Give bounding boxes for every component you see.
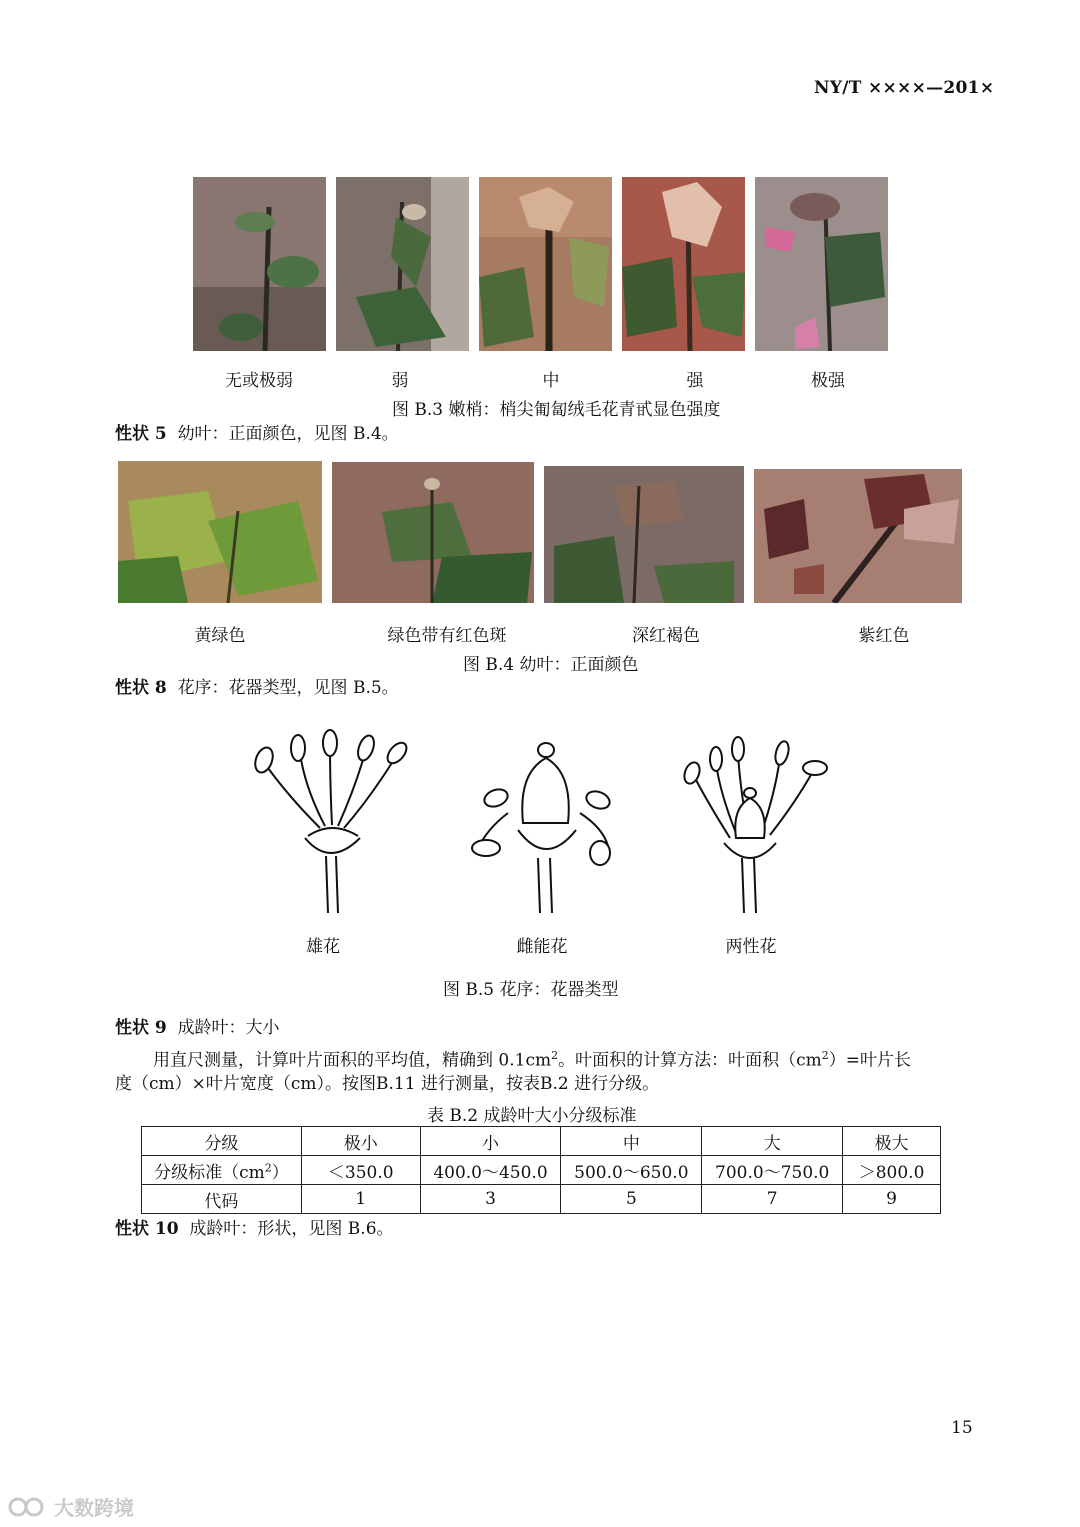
fig-b3-label-none: 无或极弱 xyxy=(225,371,293,391)
fig-b5-caption: 图 B.5 花序：花器类型 xyxy=(443,980,619,1000)
row-header-criteria xyxy=(142,1156,302,1185)
trait-10-text: 成龄叶：形状，见图 B.6。 xyxy=(189,1219,394,1239)
criteria-cell: 700.0～750.0 xyxy=(702,1156,843,1185)
row-header-grade: 分级 xyxy=(142,1127,302,1156)
shoot-photo-strong xyxy=(622,177,745,351)
grade-cell: 极大 xyxy=(843,1127,941,1156)
trait-9-para-part-b: 。叶面积的计算方法：叶面积（cm xyxy=(558,1050,822,1071)
shoot-photo-medium xyxy=(479,177,612,351)
fig-b3-label-medium: 中 xyxy=(542,371,560,391)
row-header-code: 代码 xyxy=(142,1185,302,1214)
trait-9-paragraph-line-2: 度（cm）×叶片宽度（cm）。按图B.11 进行测量，按表B.2 进行分级。 xyxy=(115,1074,660,1094)
trait-9-para-part-c: ）=叶片长 xyxy=(828,1050,911,1071)
fig-b3-label-strong: 强 xyxy=(686,371,704,391)
row-header-criteria-text: 分级标准（cm xyxy=(154,1162,265,1183)
row-header-criteria-tail: ） xyxy=(271,1162,289,1183)
criteria-cell: 500.0～650.0 xyxy=(561,1156,702,1185)
trait-8-heading xyxy=(115,674,399,702)
fig-b5-label-male: 雄花 xyxy=(306,937,340,957)
code-cell: 9 xyxy=(843,1185,941,1214)
fig-b4-label-green-red-spots: 绿色带有红色斑 xyxy=(387,626,507,646)
female-flower-drawing xyxy=(468,738,623,913)
criteria-cell: ＜350.0 xyxy=(301,1156,420,1185)
fig-b4-label-dark-red-brown: 深红褐色 xyxy=(632,626,700,646)
trait-9-para-part-a: 用直尺测量，计算叶片面积的平均值，精确到 0.1cm xyxy=(153,1050,552,1071)
criteria-cell: 400.0～450.0 xyxy=(420,1156,561,1185)
superscript-2: 2 xyxy=(551,1049,559,1062)
trait-8-text: 花序：花器类型，见图 B.5。 xyxy=(177,678,399,698)
fig-b3-label-weak: 弱 xyxy=(391,371,409,391)
fig-b5-label-female: 雌能花 xyxy=(516,937,568,957)
fig-b4-label-purple-red: 紫红色 xyxy=(858,626,910,646)
criteria-cell: ＞800.0 xyxy=(843,1156,941,1185)
superscript-2: 2 xyxy=(821,1049,829,1062)
young-leaf-photo-green-red-spots xyxy=(332,462,534,603)
table-row xyxy=(142,1185,941,1214)
page-number: 15 xyxy=(951,1418,973,1438)
young-leaf-photo-yellow-green xyxy=(118,461,322,603)
watermark-logo-icon xyxy=(8,1495,48,1519)
leaf-size-grade-table xyxy=(141,1126,941,1214)
table-row xyxy=(142,1127,941,1156)
grade-cell: 小 xyxy=(420,1127,561,1156)
fig-b4-caption: 图 B.4 幼叶：正面颜色 xyxy=(463,655,639,675)
table-row xyxy=(142,1156,941,1185)
trait-10-heading xyxy=(115,1215,394,1243)
young-leaf-photo-dark-red-brown xyxy=(544,466,744,603)
trait-5-title: 性状 5 xyxy=(115,424,167,444)
code-cell: 3 xyxy=(420,1185,561,1214)
grade-cell: 中 xyxy=(561,1127,702,1156)
table-b2-caption: 表 B.2 成龄叶大小分级标准 xyxy=(427,1106,637,1126)
trait-9-text: 成龄叶：大小 xyxy=(177,1018,280,1038)
grade-cell: 大 xyxy=(702,1127,843,1156)
trait-8-title: 性状 8 xyxy=(115,678,167,698)
fig-b4-label-yellow-green: 黄绿色 xyxy=(194,626,246,646)
trait-9-title: 性状 9 xyxy=(115,1018,167,1038)
code-cell: 5 xyxy=(561,1185,702,1214)
code-cell: 7 xyxy=(702,1185,843,1214)
trait-5-heading xyxy=(115,420,399,448)
superscript-2: 2 xyxy=(264,1160,272,1174)
fig-b3-caption: 图 B.3 嫩梢：梢尖匍匐绒毛花青甙显色强度 xyxy=(392,400,721,420)
trait-5-text: 幼叶：正面颜色，见图 B.4。 xyxy=(177,424,399,444)
young-leaf-photo-purple-red xyxy=(754,469,962,603)
fig-b3-label-very-strong: 极强 xyxy=(811,371,845,391)
male-flower-drawing xyxy=(250,728,415,913)
grade-cell: 极小 xyxy=(301,1127,420,1156)
trait-9-heading xyxy=(115,1014,280,1042)
trait-10-title: 性状 10 xyxy=(115,1219,179,1239)
hermaphrodite-flower-drawing xyxy=(680,733,830,913)
shoot-photo-none xyxy=(193,177,326,351)
watermark-text: 大数跨境 xyxy=(54,1496,134,1520)
code-cell: 1 xyxy=(301,1185,420,1214)
watermark xyxy=(8,1492,134,1521)
shoot-photo-weak xyxy=(336,177,469,351)
fig-b5-label-hermaphrodite: 两性花 xyxy=(725,937,777,957)
shoot-photo-very-strong xyxy=(755,177,888,351)
document-code: NY/T ××××—201× xyxy=(814,78,995,98)
